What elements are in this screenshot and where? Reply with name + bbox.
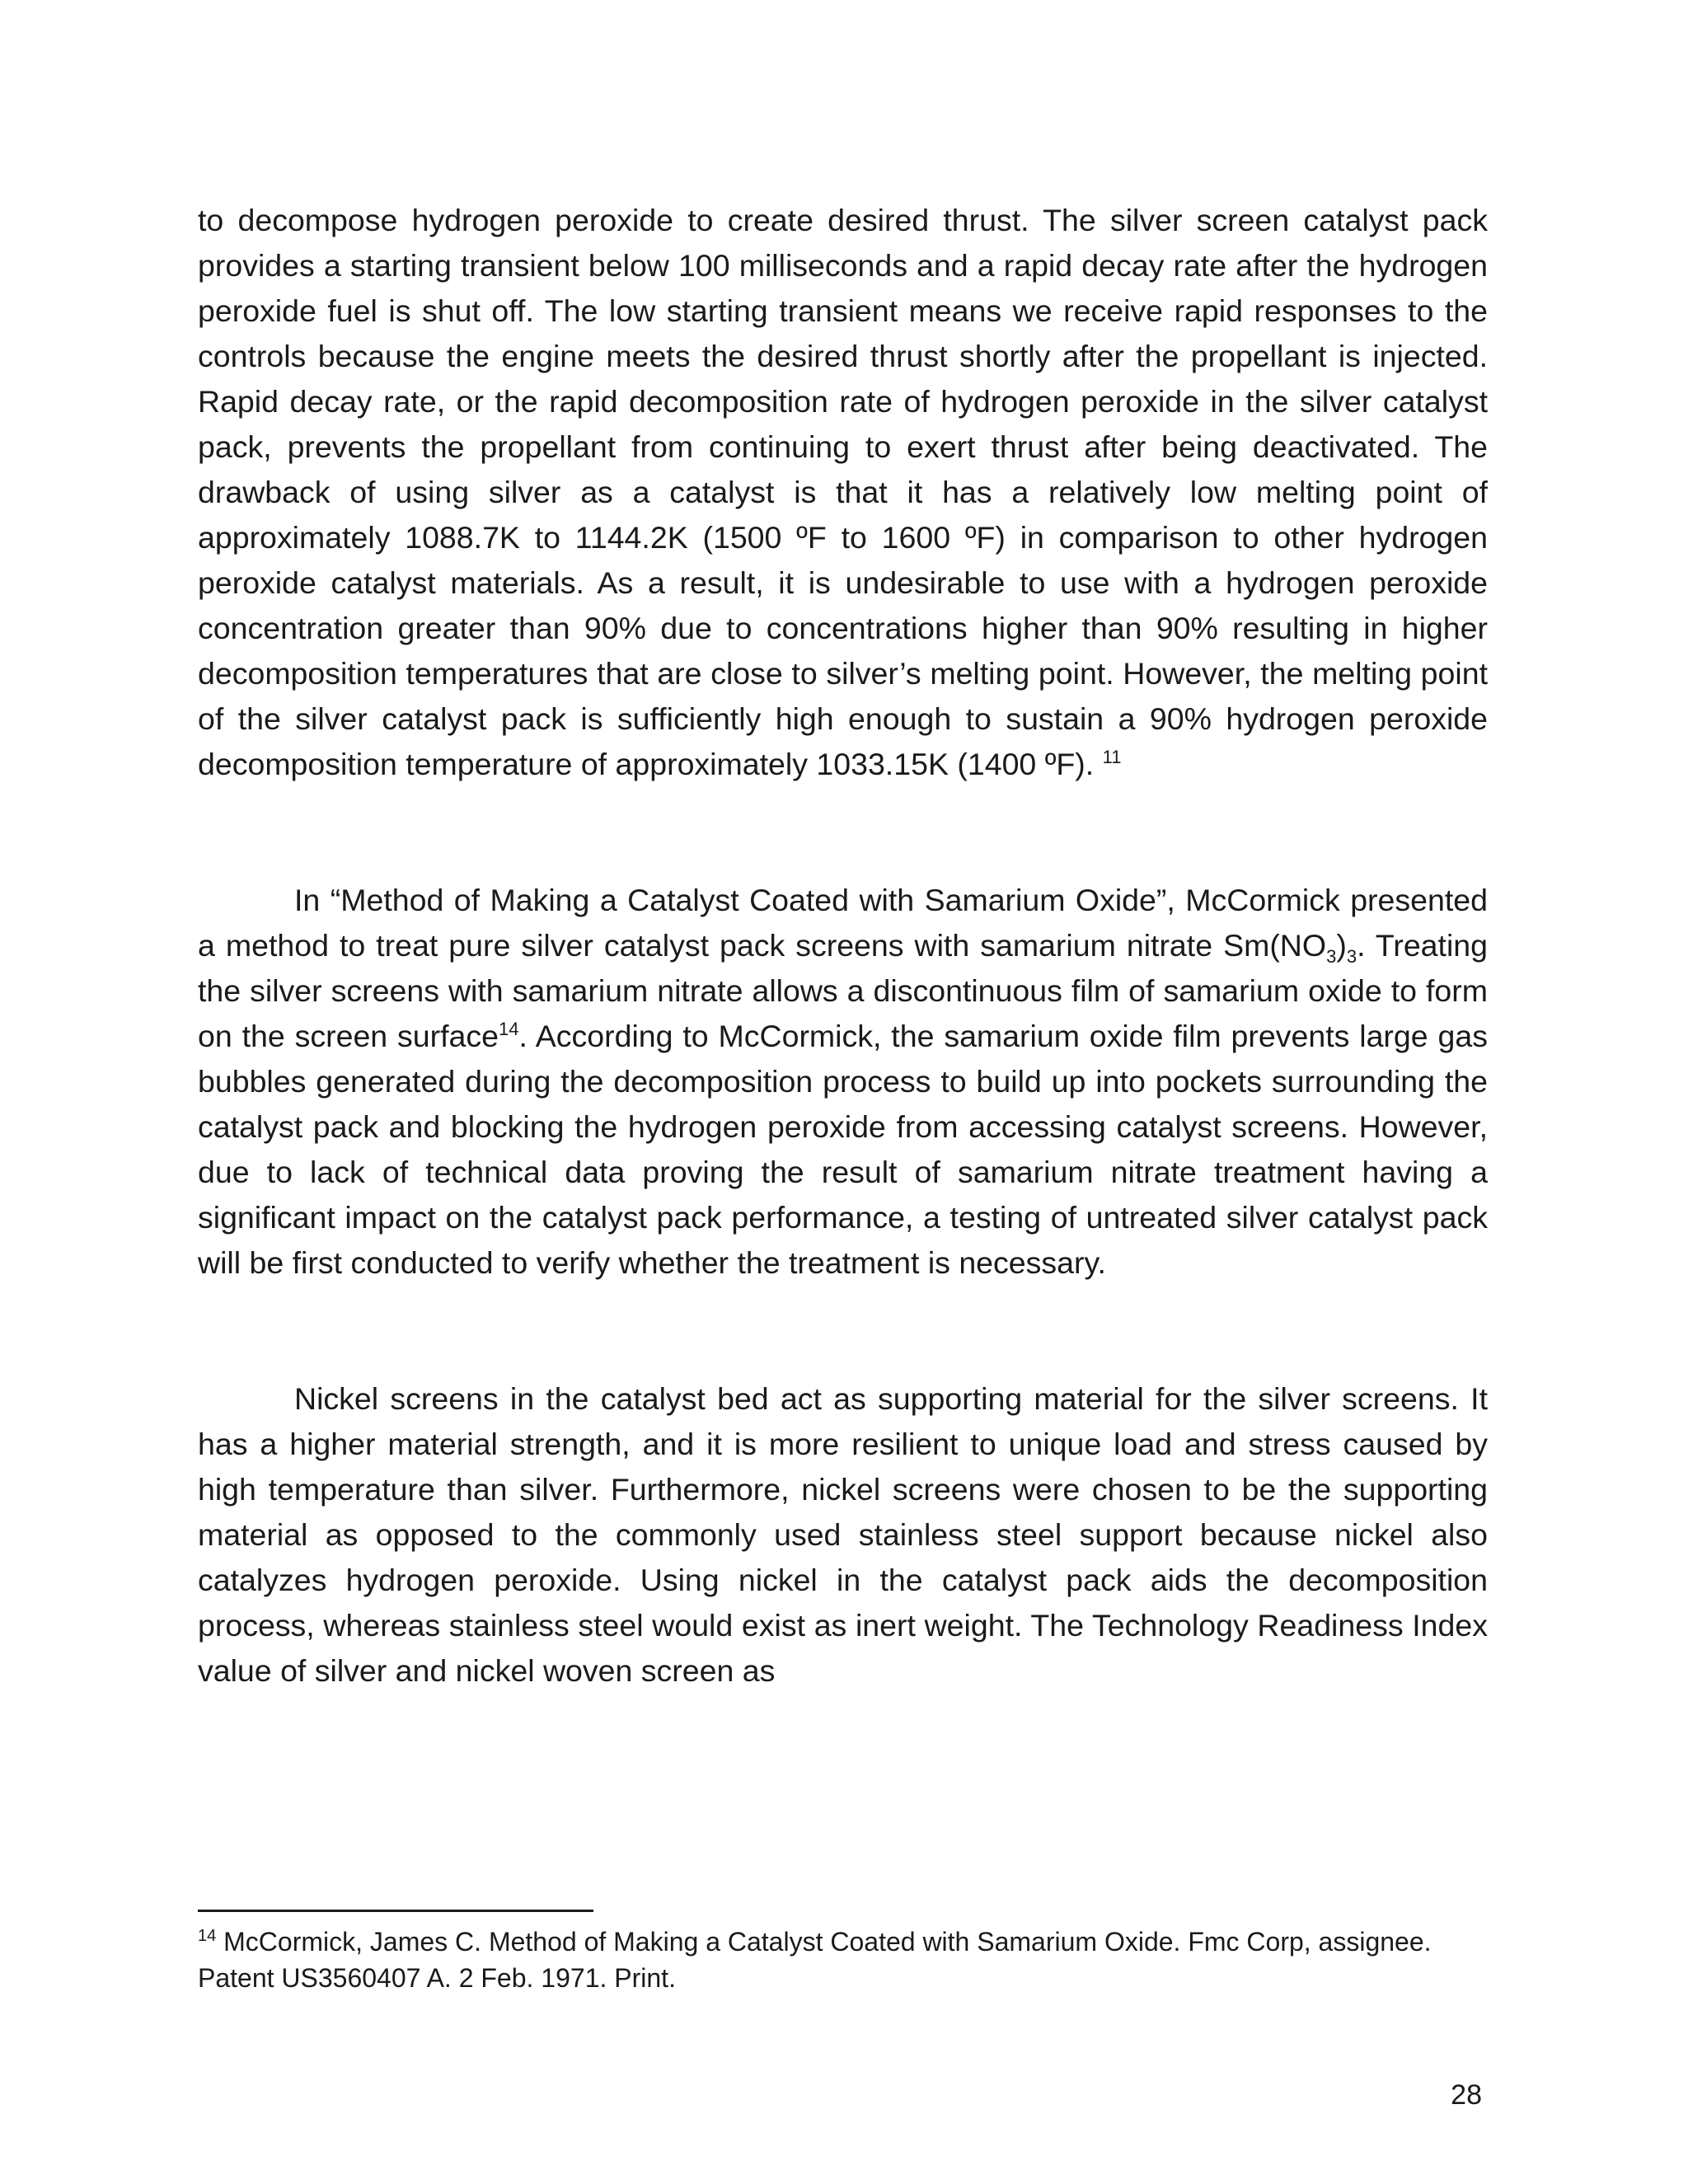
- subscript-count: 3: [1346, 946, 1357, 967]
- paragraph-3-text: Nickel screens in the catalyst bed act as supporting material for the silver screens. It has a higher material strength, and it is more resilient to unique load and stress caused by high temperature than silver. Furthermore, nickel screens were chosen to be the supporting material as opposed to the commonly used stainless steel support because nickel also catalyzes hydrogen peroxide. Using nickel in the catalyst pack aids the decomposition process, whereas stainless steel would exist as inert weight. The Technology Readiness Index value of silver and nickel woven screen as: [198, 1381, 1488, 1688]
- footnote: [198, 1924, 1488, 1996]
- paragraph-1: [198, 198, 1488, 787]
- paragraph-3: [198, 1376, 1488, 1694]
- footnote-text: McCormick, James C. Method of Making a Catalyst Coated with Samarium Oxide. Fmc Corp, assignee. Patent US3560407 A. 2 Feb. 1971. Print.: [198, 1927, 1432, 1993]
- paragraph-1-text: to decompose hydrogen peroxide to create desired thrust. The silver screen catalyst pack provides a starting transient below 100 milliseconds and a rapid decay rate after the hydrogen peroxide fuel is shut off. The low starting transient means we receive rapid responses to the controls because the engine meets the desired thrust shortly after the propellant is injected. Rapid decay rate, or the rapid decomposition rate of hydrogen peroxide in the silver catalyst pack, prevents the propellant from continuing to exert thrust after being deactivated. The drawback of using silver as a catalyst is that it has a relatively low melting point of approximately 1088.7K to 1144.2K (1500 ºF to 1600 ºF) in comparison to other hydrogen peroxide catalyst materials. As a result, it is undesirable to use with a hydrogen peroxide concentration greater than 90% due to concentrations higher than 90% resulting in higher decomposition temperatures that are close to silver’s melting point. However, the melting point of the silver catalyst pack is sufficiently high enough to sustain a 90% hydrogen peroxide decomposition temperature of approximately 1033.15K (1400 ºF).: [198, 203, 1488, 781]
- page-number: 28: [1451, 2079, 1482, 2111]
- citation-11: 11: [1102, 747, 1122, 767]
- paragraph-2-text-d: . According to McCormick, the samarium oxide film prevents large gas bubbles generated during the decomposition process to build up into pockets surrounding the catalyst pack and blocking the hydrogen peroxide from accessing catalyst screens. However, due to lack of technical data proving the result of samarium nitrate treatment having a significant impact on the catalyst pack performance, a testing of untreated silver catalyst pack will be first conducted to verify whether the treatment is necessary.: [198, 1019, 1488, 1280]
- subscript-nitrate: 3: [1326, 946, 1337, 967]
- footnote-ref-14: 14: [499, 1019, 519, 1039]
- footnote-divider: [198, 1910, 593, 1912]
- paragraph-2-text-a: In “Method of Making a Catalyst Coated with Samarium Oxide”, McCormick presented a method to treat pure silver catalyst pack screens with samarium nitrate Sm(NO: [198, 883, 1488, 963]
- paragraph-2: [198, 878, 1488, 1286]
- paragraph-2-text-c: . Treating the silver screens with samarium nitrate allows a discontinuous film of samarium oxide to form on the screen surface: [198, 928, 1488, 1053]
- paragraph-2-text-b: ): [1336, 928, 1347, 963]
- footnote-number: 14: [198, 1927, 217, 1945]
